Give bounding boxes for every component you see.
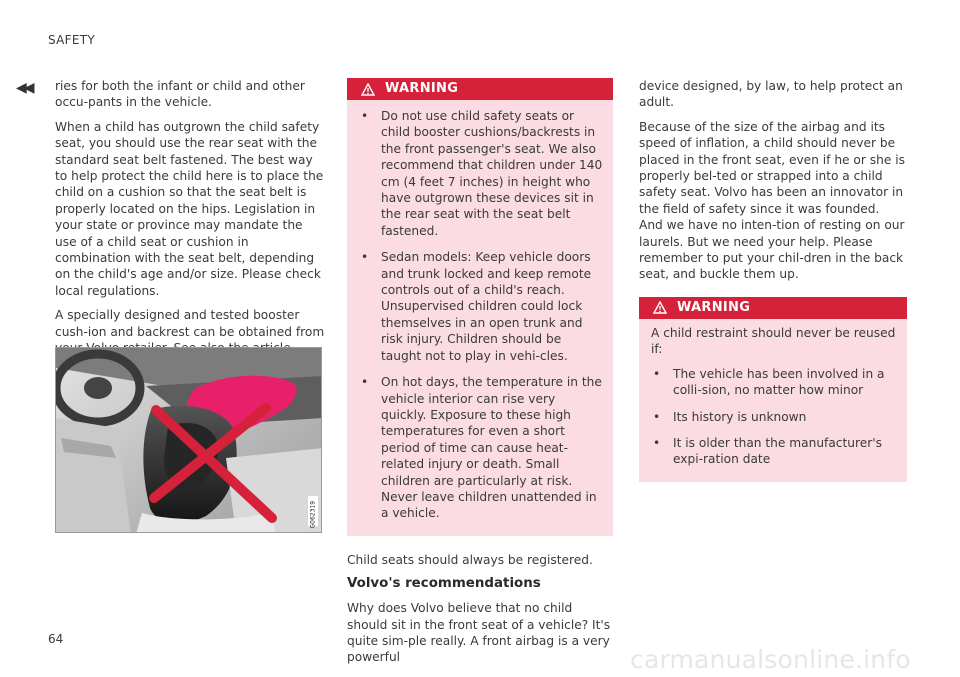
- warning-box-reuse: [639, 297, 907, 482]
- column-3: [639, 78, 907, 482]
- warning-title: WARNING: [385, 80, 459, 96]
- column-2: [347, 78, 613, 674]
- warning-header: [347, 78, 613, 100]
- warning-triangle-icon: [361, 83, 375, 96]
- paragraph: device designed, by law, to help protect an adult.: [639, 79, 903, 110]
- page-number: 64: [48, 632, 64, 646]
- section-heading: Volvo's recommendations: [347, 576, 541, 592]
- previous-page-icon[interactable]: ◀◀: [16, 80, 32, 96]
- warning-intro: A child restraint should never be reused if:: [651, 325, 896, 357]
- paragraph: Why does Volvo believe that no child should sit in the front seat of a vehicle? It's quite sim-ple really. A front airbag is a very powerful: [347, 601, 611, 665]
- warning-item: • Do not use child safety seats or child booster cushions/backrests in the front passenger's seat. We also recommend that children under 140 cm (4 feet 7 inches) in height who have outgrown these devices sit in the rear seat with the seat belt fastened.: [359, 108, 603, 239]
- paragraph: When a child has outgrown the child safety seat, you should use the rear seat with the standard seat belt fastened. The best way to help protect the child here is to place the child on a cushion so that the seat belt is properly located on the hips. Legislation in your state or province may mandate the use of a child seat or cushion in combination with the seat belt, depending on the child's age and/or size. Please check local regulations.: [55, 119, 324, 298]
- paragraph: Because of the size of the airbag and its speed of inflation, a child should never be placed in the front seat, even if he or she is properly bel-ted or strapped into a child safety seat. Volvo has been an innovator in the field of safety since it was founded. And we have no inten-tion of resting on our laurels. But we need your help. Please remember to put your chil-dren in the back seat, and buckle them up.: [639, 119, 905, 282]
- child-seat-illustration: [55, 347, 322, 533]
- paragraph: Child seats should always be registered.: [347, 552, 593, 567]
- paragraph: A specially designed and tested booster cush-ion and backrest can be obtained from: [55, 308, 325, 339]
- running-head: SAFETY: [48, 33, 95, 47]
- figure-code: G062319: [309, 500, 317, 529]
- warning-item: • Its history is unknown: [651, 409, 897, 425]
- warning-list: [347, 100, 613, 522]
- warning-item: • The vehicle has been involved in a colli-sion, no matter how minor: [651, 366, 897, 399]
- warning-list: [639, 364, 907, 468]
- warning-header: [639, 297, 907, 319]
- column-1: [55, 78, 327, 381]
- watermark: carmanualsonline.info: [630, 645, 911, 674]
- warning-title: WARNING: [677, 299, 751, 315]
- warning-box-front-seat: [347, 78, 613, 536]
- warning-triangle-icon: [653, 301, 667, 314]
- warning-item: • It is older than the manufacturer's expi-ration date: [651, 435, 897, 468]
- warning-item: • Sedan models: Keep vehicle doors and trunk locked and keep remote controls out of a child's reach. Unsupervised children could lock themselves in an open trunk and risk injury. Children should be taught not to play in vehi-cles.: [359, 249, 603, 364]
- car-interior-image: [56, 348, 322, 533]
- paragraph: ries for both the infant or child and other occu-pants in the vehicle.: [55, 79, 305, 110]
- warning-item: • On hot days, the temperature in the vehicle interior can rise very quickly. Exposure to these high temperatures for even a short period of time can cause heat-related injury or death. Small children are particularly at risk. Never leave children unattended in a vehicle.: [359, 374, 603, 522]
